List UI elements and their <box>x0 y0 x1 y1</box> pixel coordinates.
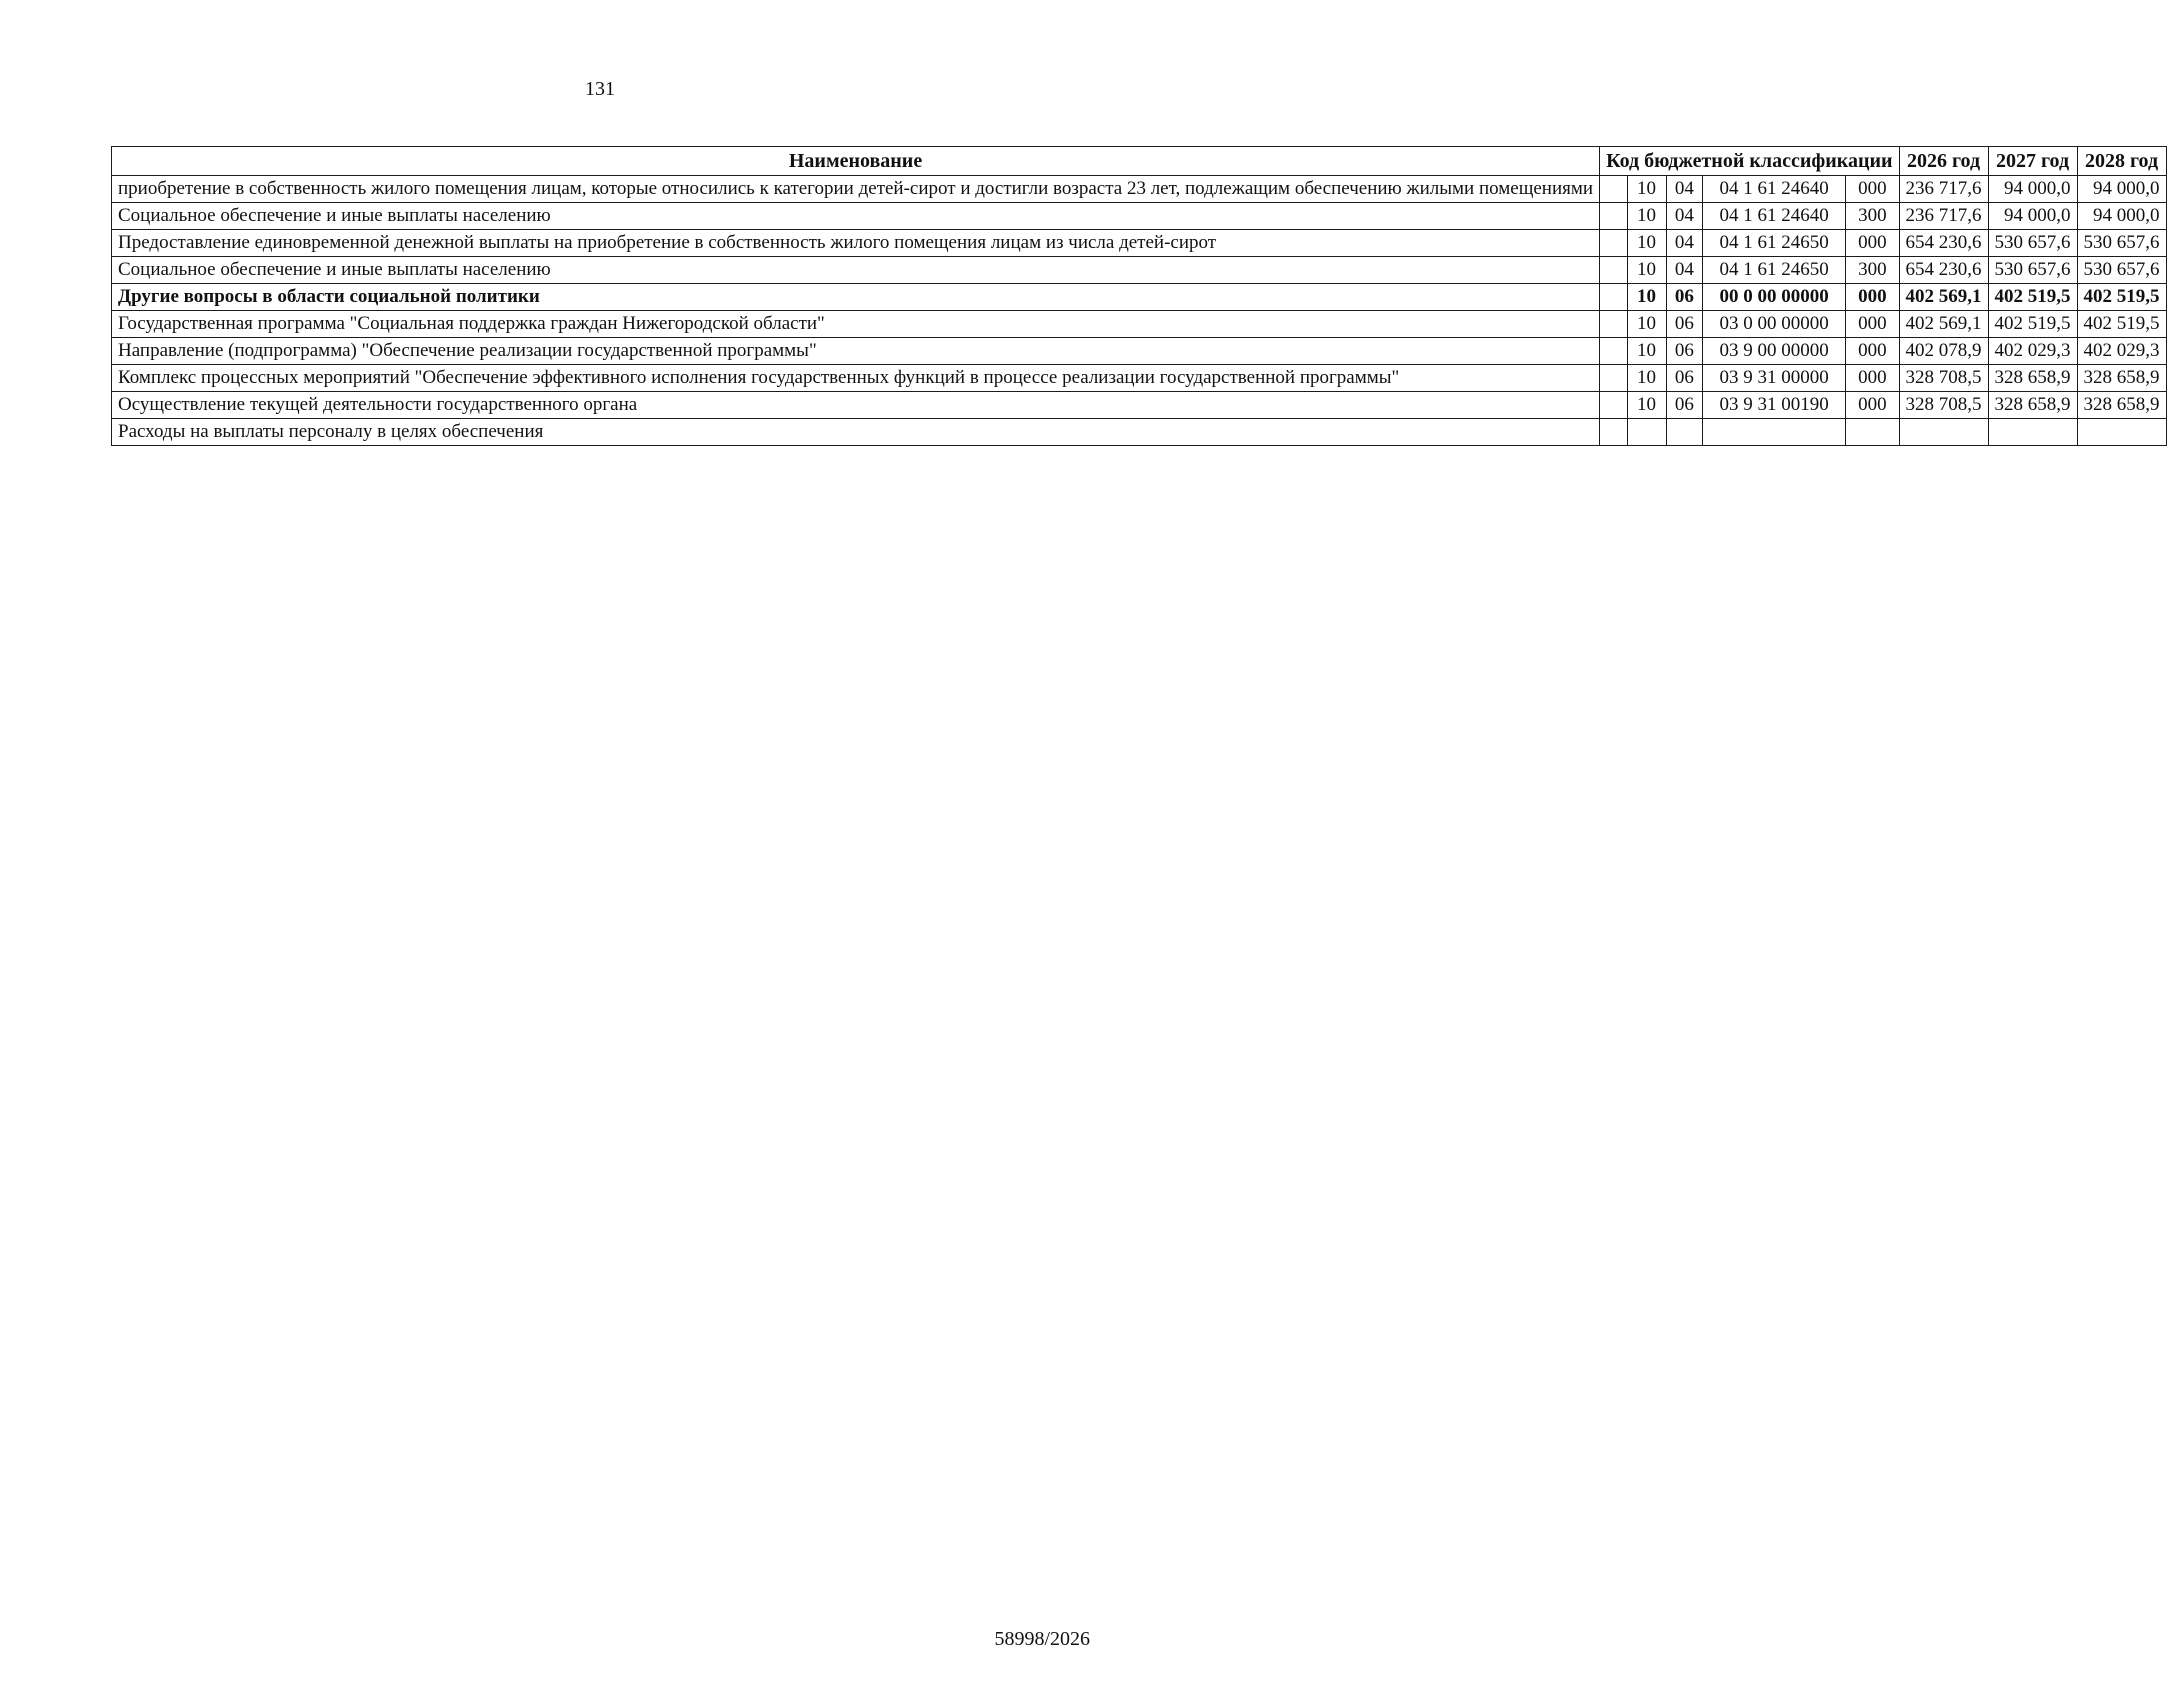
row-name: Государственная программа "Социальная поддержка граждан Нижегородской области" <box>112 311 1600 338</box>
row-expense-type-code: 000 <box>1846 230 1899 257</box>
row-value-2027: 402 519,5 <box>1988 311 2077 338</box>
row-section-code: 10 <box>1627 392 1666 419</box>
row-expense-type-code: 300 <box>1846 203 1899 230</box>
row-value-2027: 402 519,5 <box>1988 284 2077 311</box>
budget-table <box>111 146 2167 446</box>
row-expense-type-code: 300 <box>1846 257 1899 284</box>
row-value-2028: 530 657,6 <box>2077 257 2166 284</box>
table-row <box>112 176 2167 203</box>
row-subsection-code: 04 <box>1666 230 1703 257</box>
row-section-code: 10 <box>1627 338 1666 365</box>
row-subsection-code <box>1666 419 1703 446</box>
row-empty-code-cell <box>1600 203 1627 230</box>
row-section-code: 10 <box>1627 176 1666 203</box>
row-value-2027: 402 029,3 <box>1988 338 2077 365</box>
row-subsection-code: 04 <box>1666 257 1703 284</box>
table-header-row <box>112 147 2167 176</box>
table-row <box>112 419 2167 446</box>
table-row <box>112 257 2167 284</box>
table-row <box>112 338 2167 365</box>
row-section-code: 10 <box>1627 365 1666 392</box>
table-row <box>112 311 2167 338</box>
row-value-2026 <box>1899 419 1988 446</box>
row-section-code <box>1627 419 1666 446</box>
row-target-article-code <box>1703 419 1846 446</box>
row-name: Социальное обеспечение и иные выплаты населению <box>112 203 1600 230</box>
row-empty-code-cell <box>1600 392 1627 419</box>
row-value-2026: 328 708,5 <box>1899 392 1988 419</box>
row-value-2026: 402 078,9 <box>1899 338 1988 365</box>
row-empty-code-cell <box>1600 338 1627 365</box>
row-value-2027 <box>1988 419 2077 446</box>
row-empty-code-cell <box>1600 230 1627 257</box>
row-value-2028: 328 658,9 <box>2077 365 2166 392</box>
row-subsection-code: 06 <box>1666 365 1703 392</box>
row-value-2027: 94 000,0 <box>1988 203 2077 230</box>
row-value-2026: 654 230,6 <box>1899 230 1988 257</box>
row-value-2027: 530 657,6 <box>1988 257 2077 284</box>
row-expense-type-code: 000 <box>1846 365 1899 392</box>
row-value-2028 <box>2077 419 2166 446</box>
header-2027: 2027 год <box>1988 147 2077 176</box>
row-name: Другие вопросы в области социальной политики <box>112 284 1600 311</box>
row-name: Направление (подпрограмма) "Обеспечение реализации государственной программы" <box>112 338 1600 365</box>
table-row <box>112 230 2167 257</box>
row-target-article-code: 03 9 31 00000 <box>1703 365 1846 392</box>
table-row <box>112 203 2167 230</box>
row-subsection-code: 06 <box>1666 311 1703 338</box>
row-value-2028: 402 029,3 <box>2077 338 2166 365</box>
row-subsection-code: 06 <box>1666 392 1703 419</box>
row-section-code: 10 <box>1627 257 1666 284</box>
header-name: Наименование <box>112 147 1600 176</box>
table-row <box>112 392 2167 419</box>
row-empty-code-cell <box>1600 284 1627 311</box>
row-value-2026: 402 569,1 <box>1899 311 1988 338</box>
table-row <box>112 365 2167 392</box>
row-value-2026: 654 230,6 <box>1899 257 1988 284</box>
row-target-article-code: 00 0 00 00000 <box>1703 284 1846 311</box>
row-target-article-code: 04 1 61 24650 <box>1703 257 1846 284</box>
row-subsection-code: 06 <box>1666 338 1703 365</box>
row-empty-code-cell <box>1600 365 1627 392</box>
row-section-code: 10 <box>1627 230 1666 257</box>
row-target-article-code: 04 1 61 24650 <box>1703 230 1846 257</box>
row-target-article-code: 04 1 61 24640 <box>1703 203 1846 230</box>
row-expense-type-code: 000 <box>1846 338 1899 365</box>
row-empty-code-cell <box>1600 419 1627 446</box>
row-name: приобретение в собственность жилого помещения лицам, которые относились к категории детей-сирот и достигли возраста 23 лет, подлежащим обеспечению жилыми помещениями <box>112 176 1600 203</box>
table-row <box>112 284 2167 311</box>
row-name: Комплекс процессных мероприятий "Обеспечение эффективного исполнения государственных функций в процессе реализации государственной программы" <box>112 365 1600 392</box>
row-target-article-code: 03 9 00 00000 <box>1703 338 1846 365</box>
row-name: Предоставление единовременной денежной выплаты на приобретение в собственность жилого помещения лицам из числа детей-сирот <box>112 230 1600 257</box>
row-name: Осуществление текущей деятельности государственного органа <box>112 392 1600 419</box>
row-expense-type-code: 000 <box>1846 284 1899 311</box>
row-value-2026: 328 708,5 <box>1899 365 1988 392</box>
row-value-2027: 328 658,9 <box>1988 365 2077 392</box>
row-value-2028: 402 519,5 <box>2077 284 2166 311</box>
row-expense-type-code: 000 <box>1846 311 1899 338</box>
row-expense-type-code: 000 <box>1846 392 1899 419</box>
row-value-2026: 236 717,6 <box>1899 203 1988 230</box>
row-value-2028: 530 657,6 <box>2077 230 2166 257</box>
row-section-code: 10 <box>1627 203 1666 230</box>
row-subsection-code: 04 <box>1666 176 1703 203</box>
row-value-2028: 328 658,9 <box>2077 392 2166 419</box>
page-number: 131 <box>585 78 615 100</box>
row-value-2028: 402 519,5 <box>2077 311 2166 338</box>
row-value-2028: 94 000,0 <box>2077 203 2166 230</box>
row-empty-code-cell <box>1600 257 1627 284</box>
row-value-2027: 328 658,9 <box>1988 392 2077 419</box>
row-target-article-code: 03 0 00 00000 <box>1703 311 1846 338</box>
document-number: 58998/2026 <box>994 1628 1090 1650</box>
row-section-code: 10 <box>1627 311 1666 338</box>
row-value-2026: 402 569,1 <box>1899 284 1988 311</box>
row-subsection-code: 04 <box>1666 203 1703 230</box>
row-empty-code-cell <box>1600 176 1627 203</box>
row-target-article-code: 04 1 61 24640 <box>1703 176 1846 203</box>
row-value-2028: 94 000,0 <box>2077 176 2166 203</box>
row-section-code: 10 <box>1627 284 1666 311</box>
row-expense-type-code <box>1846 419 1899 446</box>
header-2028: 2028 год <box>2077 147 2166 176</box>
row-expense-type-code: 000 <box>1846 176 1899 203</box>
header-code: Код бюджетной классификации <box>1600 147 1899 176</box>
row-value-2027: 530 657,6 <box>1988 230 2077 257</box>
row-value-2027: 94 000,0 <box>1988 176 2077 203</box>
row-empty-code-cell <box>1600 311 1627 338</box>
row-name: Расходы на выплаты персоналу в целях обеспечения <box>112 419 1600 446</box>
row-name: Социальное обеспечение и иные выплаты населению <box>112 257 1600 284</box>
header-2026: 2026 год <box>1899 147 1988 176</box>
row-subsection-code: 06 <box>1666 284 1703 311</box>
row-value-2026: 236 717,6 <box>1899 176 1988 203</box>
row-target-article-code: 03 9 31 00190 <box>1703 392 1846 419</box>
